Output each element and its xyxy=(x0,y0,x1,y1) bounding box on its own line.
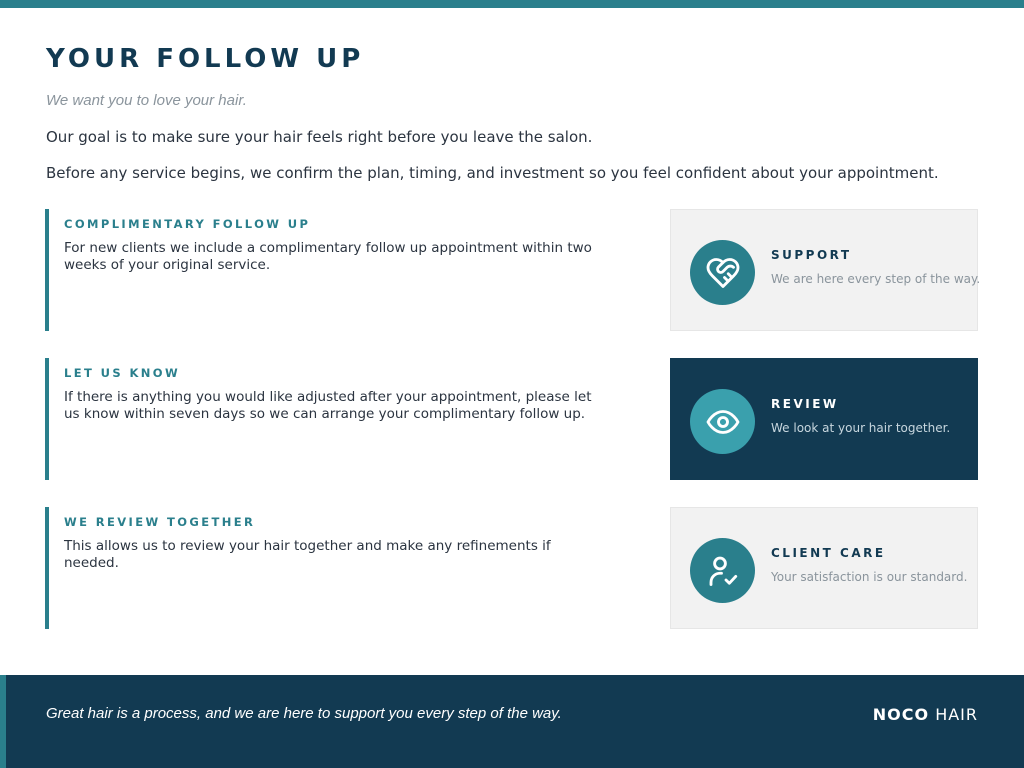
brand-name-primary: NOCO xyxy=(872,705,930,724)
page-title: YOUR FOLLOW UP xyxy=(46,44,365,74)
step-body: If there is anything you would like adjusted after your appointment, please let us know within seven days so we can arrange your complimentary follow up. xyxy=(64,389,592,422)
step-body: For new clients we include a complimentary follow up appointment within two weeks of your original service. xyxy=(64,240,592,273)
review-card xyxy=(670,358,978,480)
card-title: CLIENT CARE xyxy=(771,546,886,560)
step-let-us-know xyxy=(45,358,615,480)
support-card xyxy=(670,209,981,331)
top-accent-bar xyxy=(0,0,1024,8)
brand-logo xyxy=(873,705,978,724)
card-description: We look at your hair together. xyxy=(771,421,951,435)
card-description: We are here every step of the way. xyxy=(771,272,981,286)
footer xyxy=(0,675,1024,768)
step-body: This allows us to review your hair together and make any refinements if needed. xyxy=(64,538,551,571)
step-heading: COMPLIMENTARY FOLLOW UP xyxy=(64,217,311,231)
card-description: Your satisfaction is our standard. xyxy=(771,570,968,584)
user-check-icon xyxy=(690,538,755,603)
intro-paragraph-2: Before any service begins, we confirm the plan, timing, and investment so you feel confident about your appointment. xyxy=(46,164,939,182)
card-title: REVIEW xyxy=(771,397,839,411)
footer-tagline: Great hair is a process, and we are here to support you every step of the way. xyxy=(46,705,562,722)
page-tagline: We want you to love your hair. xyxy=(46,92,247,109)
heart-handshake-icon xyxy=(690,240,755,305)
brand-name-secondary: HAIR xyxy=(935,705,978,724)
eye-icon xyxy=(690,389,755,454)
step-we-review-together xyxy=(45,507,615,629)
step-heading: LET US KNOW xyxy=(64,366,181,380)
step-complimentary-follow-up xyxy=(45,209,615,331)
intro-paragraph-1: Our goal is to make sure your hair feels right before you leave the salon. xyxy=(46,128,593,146)
card-title: SUPPORT xyxy=(771,248,852,262)
client-care-card xyxy=(670,507,978,629)
step-heading: WE REVIEW TOGETHER xyxy=(64,515,256,529)
